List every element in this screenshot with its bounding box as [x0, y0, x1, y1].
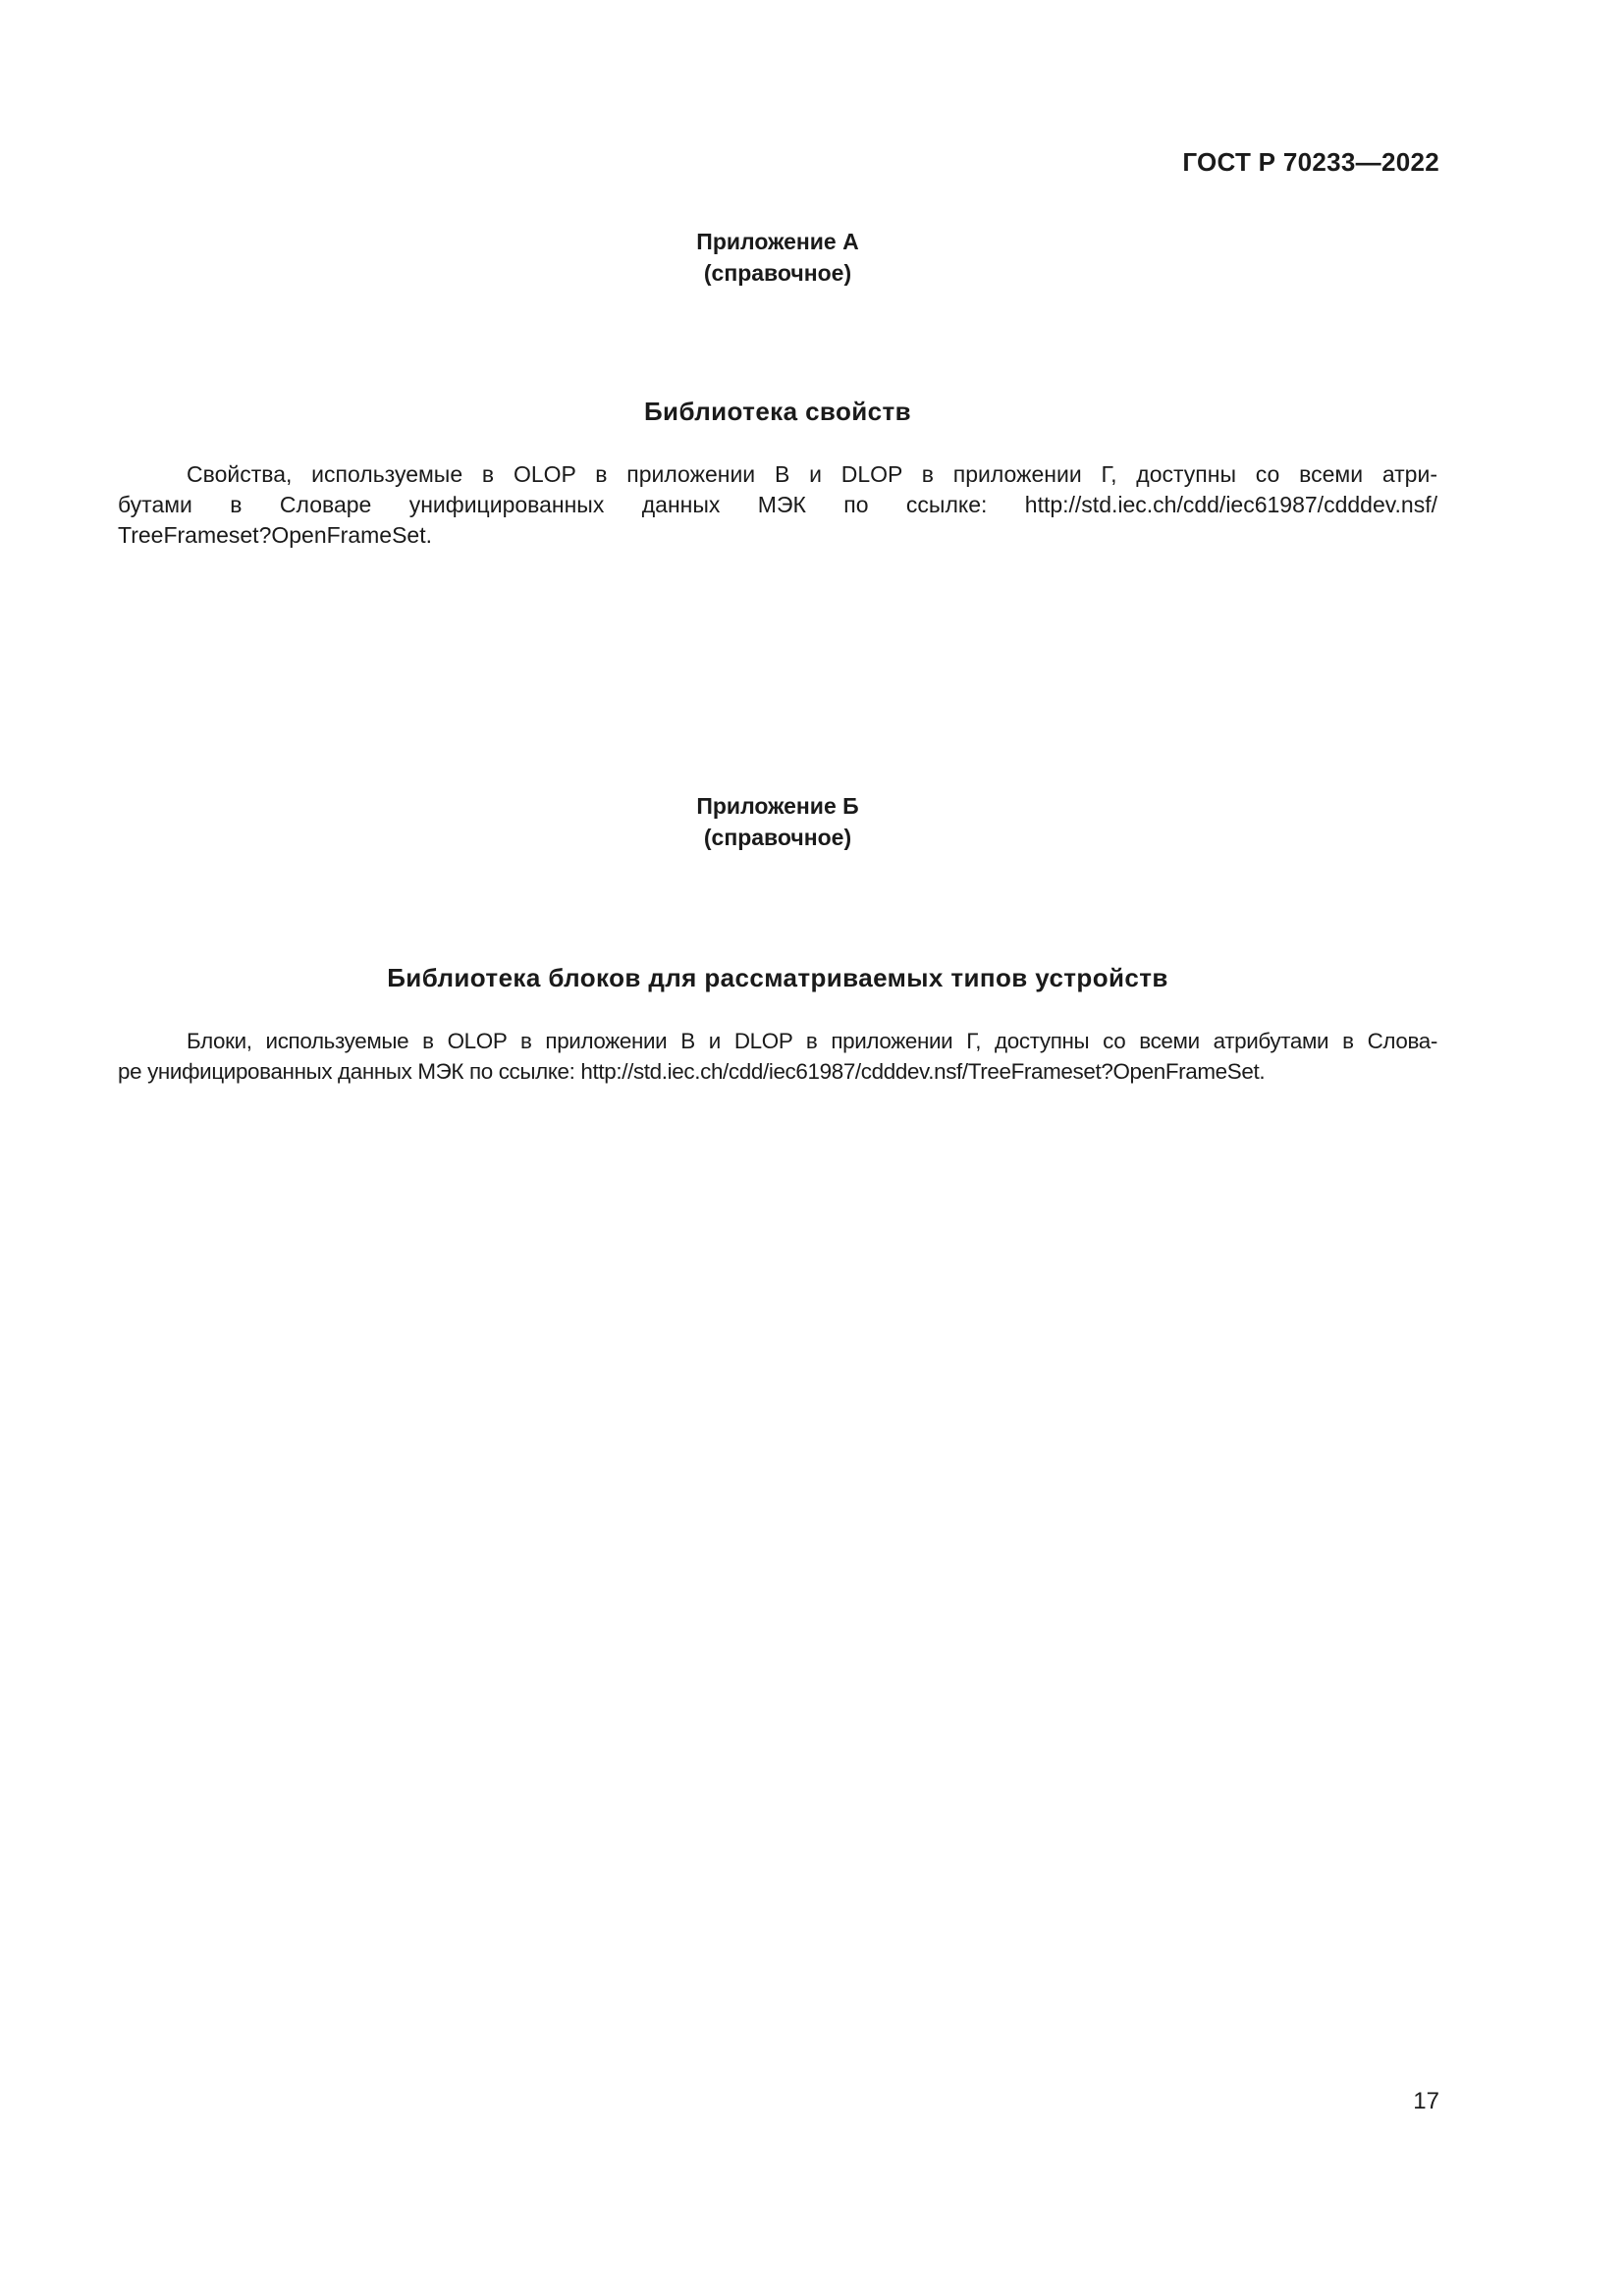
appendix-b-title: Библиотека блоков для рассматриваемых типов устройств	[387, 963, 1168, 992]
paragraph-line: TreeFrameset?OpenFrameSet.	[118, 522, 432, 548]
paragraph-line: бутами в Словаре унифицированных данных МЭК по ссылке: http://std.iec.ch/cdd/iec61987/cdddev.nsf/	[118, 492, 1437, 517]
appendix-a-title: Библиотека свойств	[643, 397, 912, 426]
paragraph-line: Свойства, используемые в OLOP в приложении В и DLOP в приложении Г, доступны со всеми атри-	[187, 461, 1437, 487]
appendix-a-paragraph	[118, 459, 1437, 551]
appendix-b-paragraph	[118, 1026, 1437, 1087]
appendix-a-heading	[118, 226, 1437, 289]
appendix-b-type: (справочное)	[703, 825, 852, 850]
appendix-b-label: Приложение Б	[696, 793, 859, 819]
page-number: 17	[1413, 2088, 1439, 2114]
paragraph-line: Блоки, используемые в OLOP в приложении В и DLOP в приложении Г, доступны со всеми атрибутами в Слова-	[187, 1029, 1437, 1053]
paragraph-line: ре унифицированных данных МЭК по ссылке: http://std.iec.ch/cdd/iec61987/cdddev.nsf/TreeFrameset?OpenFrameSet.	[118, 1059, 1266, 1084]
appendix-a-type: (справочное)	[703, 260, 852, 286]
appendix-a-label: Приложение А	[696, 229, 859, 254]
appendix-b-heading	[118, 790, 1437, 853]
document-code: ГОСТ Р 70233—2022	[1182, 147, 1439, 177]
